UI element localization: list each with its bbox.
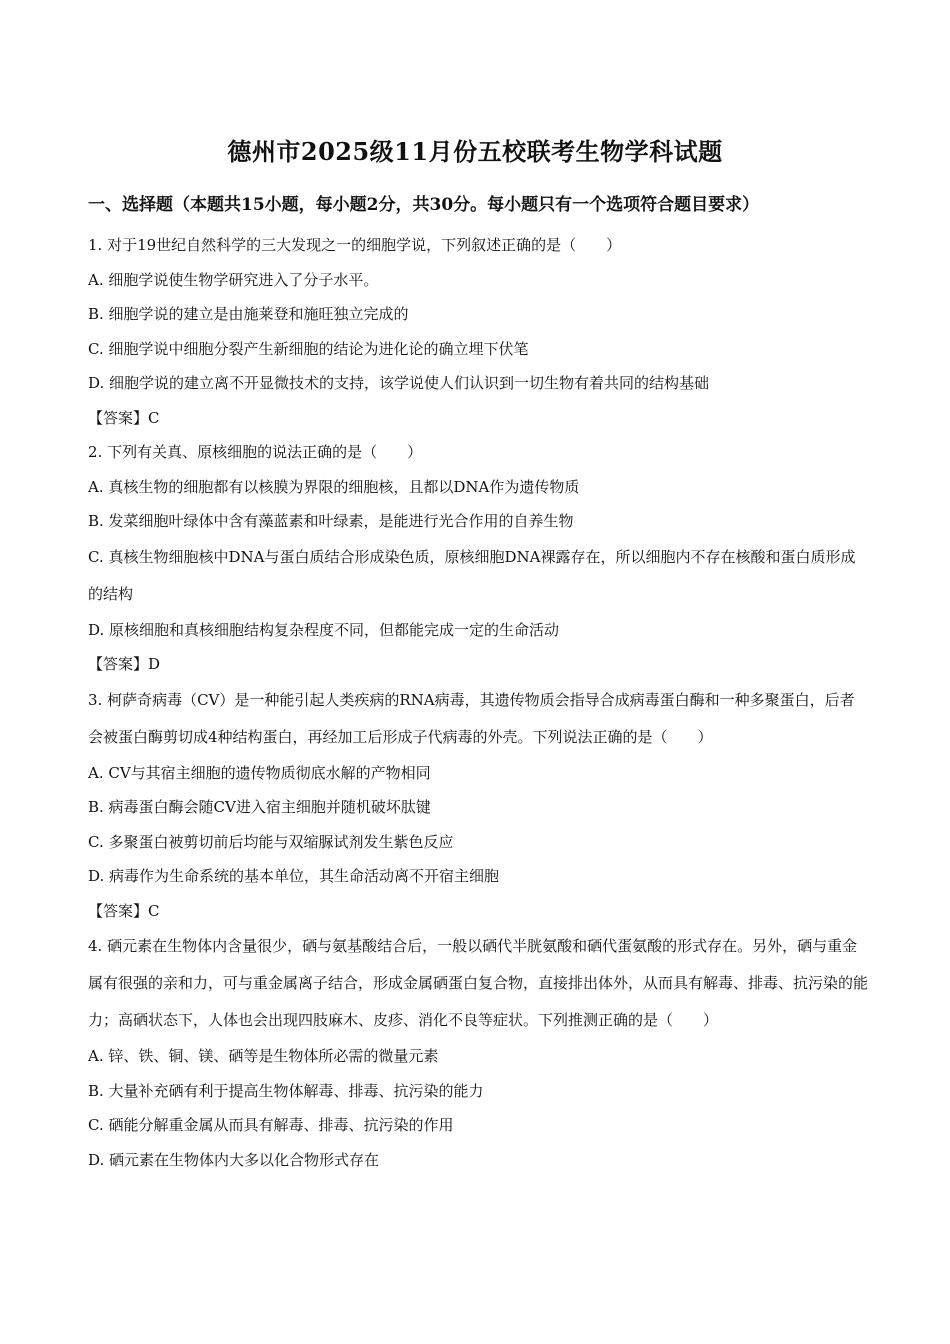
section-heading: 一、选择题（本题共15小题，每小题2分，共30分。每小题只有一个选项符合题目要求） [88, 195, 760, 215]
answer-label: 【答案】D [88, 655, 161, 673]
question-stem: 2. 下列有关真、原核细胞的说法正确的是（ ） [88, 443, 423, 461]
question-list [88, 228, 868, 1177]
question-option: A. 细胞学说使生物学研究进入了分子水平。 [88, 270, 379, 289]
question-stem: 4. 硒元素在生物体内含量很少，硒与氨基酸结合后，一般以硒代半胱氨酸和硒代蛋氨酸的形式存在。另外，硒与重金属有很强的亲和力，可与重金属离子结合，形成金属硒蛋白复合物，直接排出体外，从而具有解毒、排毒、抗污染的能力；高硒状态下，人体也会出现四肢麻木、皮疹、消化不良等症状。下列推测正确的是（ ） [88, 937, 869, 1029]
question-option: C. 硒能分解重金属从而具有解毒、排毒、抗污染的作用 [88, 1116, 454, 1134]
question-option: D. 原核细胞和真核细胞结构复杂程度不同，但都能完成一定的生命活动 [88, 620, 560, 639]
question-option: D. 硒元素在生物体内大多以化合物形式存在 [88, 1150, 380, 1169]
question-option: C. 真核生物细胞核中DNA与蛋白质结合形成染色质，原核细胞DNA裸露存在，所以细胞内不存在核酸和蛋白质形成的结构 [88, 547, 856, 603]
question-option: B. 大量补充硒有利于提高生物体解毒、排毒、抗污染的能力 [88, 1081, 484, 1100]
question-option: B. 发菜细胞叶绿体中含有藻蓝素和叶绿素，是能进行光合作用的自养生物 [88, 512, 574, 530]
question-option: A. 锌、铁、铜、镁、硒等是生物体所必需的微量元素 [88, 1047, 439, 1065]
question-option: B. 细胞学说的建立是由施莱登和施旺独立完成的 [88, 305, 409, 323]
question-stem: 1. 对于19世纪自然科学的三大发现之一的细胞学说，下列叙述正确的是（ ） [88, 236, 622, 254]
question-option: C. 多聚蛋白被剪切前后均能与双缩脲试剂发生紫色反应 [88, 832, 454, 851]
question-option: A. CV与其宿主细胞的遗传物质彻底水解的产物相同 [88, 763, 431, 782]
question-option: D. 细胞学说的建立离不开显微技术的支持，该学说使人们认识到一切生物有着共同的结构基础 [88, 374, 710, 392]
answer-label: 【答案】C [88, 901, 160, 920]
question-option: B. 病毒蛋白酶会随CV进入宿主细胞并随机破坏肽键 [88, 798, 431, 816]
answer-label: 【答案】C [88, 408, 160, 427]
question-stem: 3. 柯萨奇病毒（CV）是一种能引起人类疾病的RNA病毒，其遗传物质会指导合成病毒蛋白酶和一种多聚蛋白，后者会被蛋白酶剪切成4种结构蛋白，再经加工后形成子代病毒的外壳。下列说法正确的是（ ） [88, 690, 855, 746]
question-option: C. 细胞学说中细胞分裂产生新细胞的结论为进化论的确立埋下伏笔 [88, 339, 529, 358]
question-option: A. 真核生物的细胞都有以核膜为界限的细胞核，且都以DNA作为遗传物质 [88, 477, 580, 496]
page-title: 德州市2025级11月份五校联考生物学科试题 [227, 137, 723, 166]
question-option: D. 病毒作为生命系统的基本单位，其生命活动离不开宿主细胞 [88, 867, 500, 885]
